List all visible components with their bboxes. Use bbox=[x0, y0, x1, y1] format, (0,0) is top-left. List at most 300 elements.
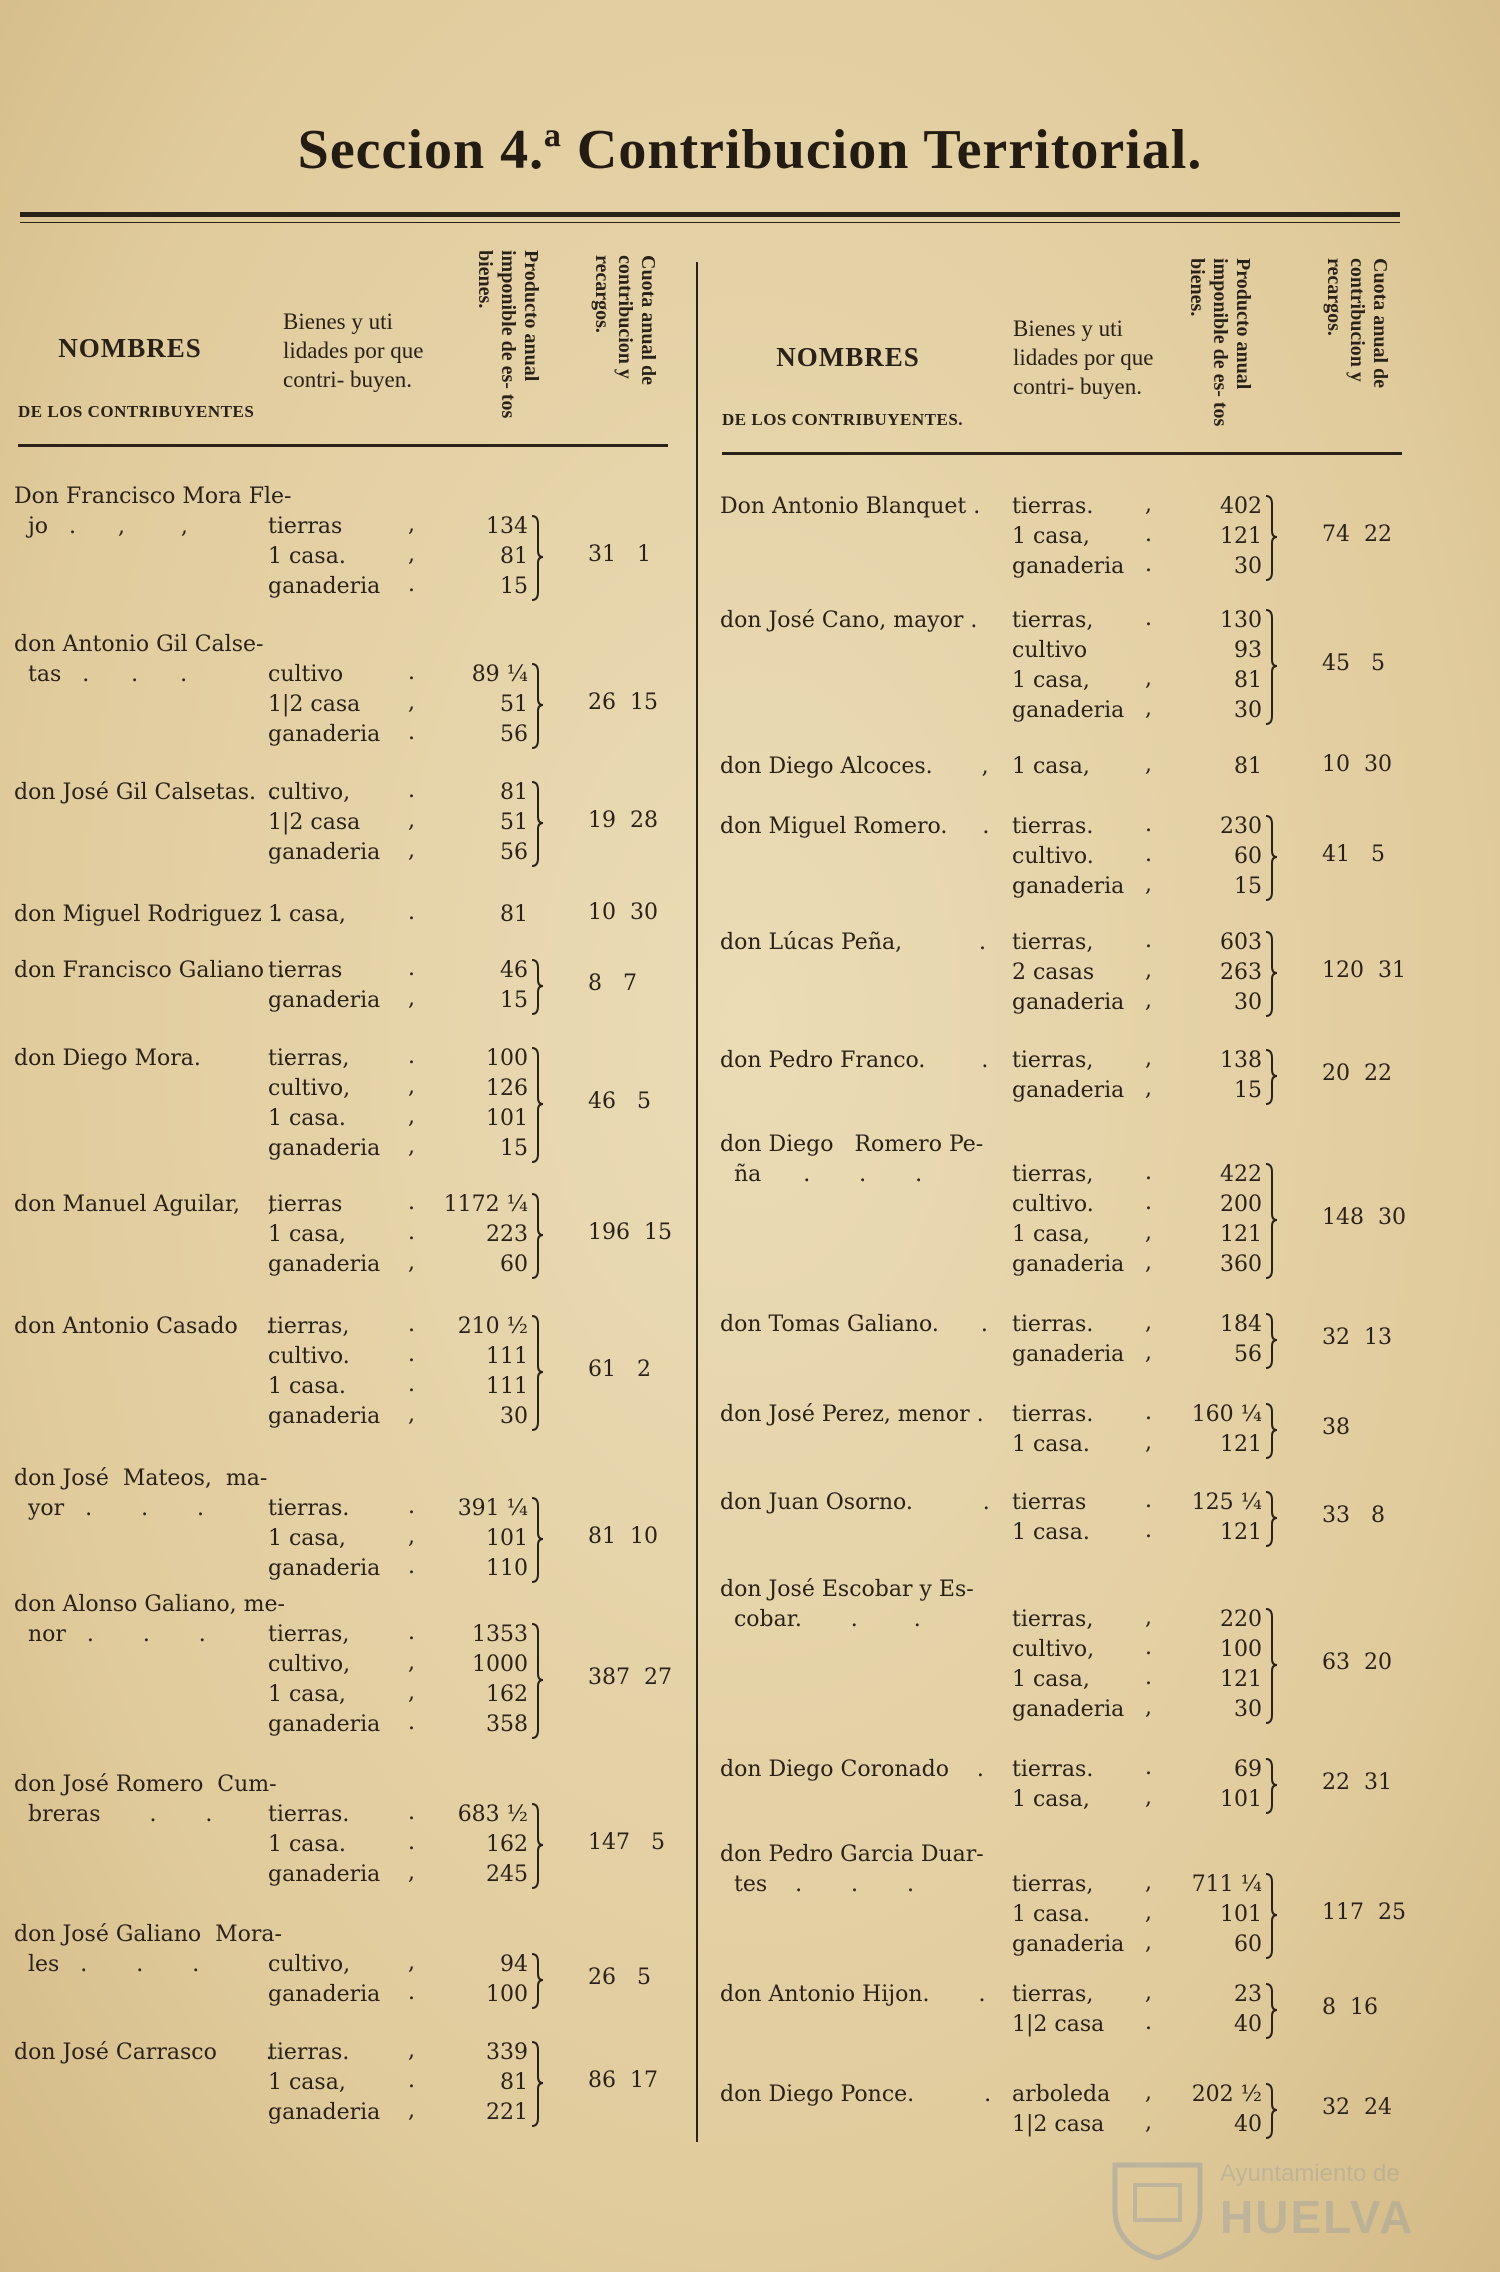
leader-mark: , bbox=[1145, 1250, 1152, 1275]
quota-value: 74 22 bbox=[1322, 522, 1392, 547]
product-value: 15 bbox=[500, 574, 528, 599]
product-value: 134 bbox=[486, 514, 528, 539]
asset-item: cultivo, bbox=[268, 1076, 351, 1101]
asset-item: ganaderia bbox=[1012, 1697, 1125, 1722]
leader-mark: . bbox=[408, 572, 415, 597]
product-value: 40 bbox=[1234, 2012, 1262, 2037]
quota-value: 26 15 bbox=[588, 690, 658, 715]
asset-item: tierras. bbox=[1012, 494, 1094, 519]
crest-icon bbox=[1105, 2150, 1210, 2260]
quota-value: 33 8 bbox=[1322, 1503, 1385, 1528]
asset-item: tierras bbox=[1012, 1490, 1087, 1515]
leader-mark: . bbox=[1145, 606, 1152, 631]
asset-item: 1 casa, bbox=[1012, 668, 1090, 693]
leader-mark: , bbox=[1145, 1980, 1152, 2005]
contributor-name: don Diego Romero Pe- ña . . . bbox=[720, 1132, 984, 1187]
quota-value: 63 20 bbox=[1322, 1650, 1392, 1675]
leader-mark: . bbox=[408, 1830, 415, 1855]
asset-item: tierras, bbox=[268, 1314, 350, 1339]
product-value: 23 bbox=[1234, 1982, 1262, 2007]
quota-value: 32 13 bbox=[1322, 1325, 1392, 1350]
brace-icon bbox=[1264, 1982, 1278, 2042]
title-rule-thin bbox=[20, 222, 1400, 223]
product-value: 121 bbox=[1220, 1432, 1262, 1457]
brace-icon bbox=[1264, 1607, 1278, 1727]
quota-value: 10 30 bbox=[1322, 752, 1392, 777]
watermark-line1: Ayuntamiento de bbox=[1220, 2160, 1400, 2187]
leader-mark: , bbox=[1145, 1340, 1152, 1365]
product-value: 100 bbox=[1220, 1637, 1262, 1662]
leader-mark: . bbox=[408, 1620, 415, 1645]
product-value: 200 bbox=[1220, 1192, 1262, 1217]
leader-mark: , bbox=[408, 1860, 415, 1885]
leader-mark: , bbox=[1145, 872, 1152, 897]
leader-mark: , bbox=[408, 1402, 415, 1427]
quota-value: 147 5 bbox=[588, 1830, 665, 1855]
leader-mark: . bbox=[408, 1800, 415, 1825]
leader-mark: , bbox=[408, 1250, 415, 1275]
asset-item: ganaderia bbox=[268, 988, 381, 1013]
product-value: 89 ¼ bbox=[471, 662, 528, 687]
leader-mark: . bbox=[408, 1312, 415, 1337]
column-divider bbox=[696, 262, 698, 2142]
asset-item: tierras bbox=[268, 514, 343, 539]
product-value: 81 bbox=[1234, 668, 1262, 693]
asset-item: 1|2 casa bbox=[1012, 2012, 1105, 2037]
leader-mark: , bbox=[408, 838, 415, 863]
brace-icon bbox=[1264, 930, 1278, 1020]
asset-item: tierras, bbox=[1012, 608, 1094, 633]
asset-item: ganaderia bbox=[268, 1136, 381, 1161]
brace-icon bbox=[1264, 1162, 1278, 1282]
leader-mark: , bbox=[408, 1074, 415, 1099]
product-value: 223 bbox=[486, 1222, 528, 1247]
asset-item: 1 casa, bbox=[268, 2070, 346, 2095]
product-value: 56 bbox=[1234, 1342, 1262, 1367]
asset-item: tierras. bbox=[268, 1496, 350, 1521]
asset-item: 1 casa. bbox=[268, 1374, 346, 1399]
quota-value: 20 22 bbox=[1322, 1061, 1392, 1086]
contributor-name: don José Carrasco . bbox=[14, 2040, 273, 2065]
product-value: 51 bbox=[500, 692, 528, 717]
product-value: 60 bbox=[1234, 844, 1262, 869]
leader-mark: . bbox=[1145, 552, 1152, 577]
product-value: 422 bbox=[1220, 1162, 1262, 1187]
quota-value: 148 30 bbox=[1322, 1205, 1406, 1230]
header-rule-left bbox=[18, 444, 668, 447]
asset-item: tierras. bbox=[1012, 1402, 1094, 1427]
product-value: 202 ½ bbox=[1191, 2082, 1262, 2107]
product-value: 402 bbox=[1220, 494, 1262, 519]
product-value: 46 bbox=[500, 958, 528, 983]
brace-icon bbox=[530, 662, 544, 752]
product-value: 60 bbox=[1234, 1932, 1262, 1957]
asset-item: ganaderia bbox=[1012, 554, 1125, 579]
product-value: 30 bbox=[500, 1404, 528, 1429]
asset-item: 1 casa. bbox=[268, 1106, 346, 1131]
quota-value: 61 2 bbox=[588, 1357, 651, 1382]
contributor-name: don Miguel Rodriguez . bbox=[14, 902, 283, 927]
asset-item: 1 casa. bbox=[1012, 1902, 1090, 1927]
asset-item: ganaderia bbox=[268, 1252, 381, 1277]
brace-icon bbox=[530, 514, 544, 604]
product-value: 221 bbox=[486, 2100, 528, 2125]
asset-item: 1 casa, bbox=[1012, 1222, 1090, 1247]
quota-value: 31 1 bbox=[588, 542, 651, 567]
contributor-name: don Francisco Galiano . bbox=[14, 958, 286, 983]
product-value: 121 bbox=[1220, 1520, 1262, 1545]
product-value: 101 bbox=[1220, 1902, 1262, 1927]
contributor-name: don José Gil Calsetas. . bbox=[14, 780, 278, 805]
product-value: 184 bbox=[1220, 1312, 1262, 1337]
leader-mark: . bbox=[1145, 1665, 1152, 1690]
asset-item: ganaderia bbox=[1012, 698, 1125, 723]
contributor-name: don Juan Osorno. . bbox=[720, 1490, 990, 1515]
asset-item: 1 casa. bbox=[268, 1832, 346, 1857]
product-value: 358 bbox=[486, 1712, 528, 1737]
product-value: 30 bbox=[1234, 698, 1262, 723]
asset-item: 1|2 casa bbox=[268, 692, 361, 717]
product-value: 162 bbox=[486, 1682, 528, 1707]
product-value: 711 ¼ bbox=[1191, 1872, 1262, 1897]
quota-value: 8 16 bbox=[1322, 1995, 1378, 2020]
asset-item: ganaderia bbox=[1012, 1342, 1125, 1367]
leader-mark: , bbox=[1145, 1430, 1152, 1455]
product-value: 81 bbox=[500, 544, 528, 569]
asset-item: tierras. bbox=[1012, 1757, 1094, 1782]
contributor-name: don Lúcas Peña, . bbox=[720, 930, 987, 955]
asset-item: ganaderia bbox=[268, 1404, 381, 1429]
product-value: 110 bbox=[486, 1556, 528, 1581]
product-value: 160 ¼ bbox=[1191, 1402, 1262, 1427]
brace-icon bbox=[1264, 494, 1278, 584]
leader-mark: . bbox=[1145, 1160, 1152, 1185]
product-value: 69 bbox=[1234, 1757, 1262, 1782]
asset-item: ganaderia bbox=[268, 1712, 381, 1737]
leader-mark: , bbox=[1145, 1605, 1152, 1630]
contributor-name: don José Escobar y Es- cobar. . . bbox=[720, 1577, 974, 1632]
header-contributors-left: DE LOS CONTRIBUYENTES bbox=[18, 402, 255, 421]
product-value: 121 bbox=[1220, 1222, 1262, 1247]
leader-mark: . bbox=[408, 1190, 415, 1215]
product-value: 121 bbox=[1220, 524, 1262, 549]
product-value: 100 bbox=[486, 1982, 528, 2007]
product-value: 101 bbox=[486, 1106, 528, 1131]
leader-mark: . bbox=[1145, 1190, 1152, 1215]
contributor-name: don Antonio Gil Calse- tas . . . bbox=[14, 632, 264, 687]
contributor-name: don Pedro Garcia Duar- tes . . . bbox=[720, 1842, 984, 1897]
header-goods-right: Bienes y uti lidades por que contri- buyen. bbox=[1013, 316, 1154, 399]
leader-mark: , bbox=[1145, 958, 1152, 983]
product-value: 111 bbox=[486, 1374, 528, 1399]
leader-mark: . bbox=[1145, 1518, 1152, 1543]
contributor-name: don Diego Alcoces. , bbox=[720, 754, 989, 779]
leader-mark: . bbox=[408, 1372, 415, 1397]
leader-mark: . bbox=[408, 1554, 415, 1579]
brace-icon bbox=[530, 1622, 544, 1742]
contributor-name: Don Antonio Blanquet . bbox=[720, 494, 981, 519]
asset-item: cultivo. bbox=[268, 1344, 350, 1369]
contributor-name: don Alonso Galiano, me- nor . . . bbox=[14, 1592, 285, 1647]
asset-item: tierras. bbox=[1012, 814, 1094, 839]
contributor-name: don Pedro Franco. . bbox=[720, 1048, 989, 1073]
leader-mark: . bbox=[408, 1980, 415, 2005]
leader-mark: , bbox=[1145, 2110, 1152, 2135]
header-names-right: NOMBRES bbox=[776, 342, 920, 372]
watermark-line2: HUELVA bbox=[1220, 2191, 1415, 2243]
asset-item: 1 casa. bbox=[1012, 1520, 1090, 1545]
asset-item: tierras, bbox=[1012, 1607, 1094, 1632]
leader-mark: , bbox=[1145, 2080, 1152, 2105]
brace-icon bbox=[1264, 1757, 1278, 1817]
product-value: 100 bbox=[486, 1046, 528, 1071]
leader-mark: , bbox=[408, 542, 415, 567]
asset-item: cultivo bbox=[1012, 638, 1088, 663]
asset-item: cultivo. bbox=[1012, 1192, 1094, 1217]
product-value: 126 bbox=[486, 1076, 528, 1101]
product-value: 1353 bbox=[472, 1622, 528, 1647]
asset-item: cultivo bbox=[268, 662, 344, 687]
leader-mark: , bbox=[1145, 1220, 1152, 1245]
quota-value: 26 5 bbox=[588, 1965, 651, 1990]
leader-mark: , bbox=[408, 2038, 415, 2063]
leader-mark: , bbox=[1145, 1785, 1152, 1810]
product-value: 220 bbox=[1220, 1607, 1262, 1632]
leader-mark: , bbox=[408, 986, 415, 1011]
asset-item: ganaderia bbox=[268, 1982, 381, 2007]
leader-mark: , bbox=[408, 2098, 415, 2123]
leader-mark: , bbox=[408, 1680, 415, 1705]
quota-value: 32 24 bbox=[1322, 2095, 1392, 2120]
brace-icon bbox=[1264, 1048, 1278, 1108]
asset-item: ganaderia bbox=[1012, 990, 1125, 1015]
product-value: 15 bbox=[500, 988, 528, 1013]
page-title: Seccion 4.ª Contribucion Territorial. bbox=[297, 119, 1203, 181]
product-value: 30 bbox=[1234, 1697, 1262, 1722]
leader-mark: . bbox=[1145, 1400, 1152, 1425]
product-value: 15 bbox=[1234, 1078, 1262, 1103]
quota-value: 38 bbox=[1322, 1415, 1350, 1440]
quota-value: 22 31 bbox=[1322, 1770, 1392, 1795]
asset-item: ganaderia bbox=[268, 1556, 381, 1581]
brace-icon bbox=[1264, 1402, 1278, 1462]
header-rule-right bbox=[722, 452, 1402, 455]
leader-mark: . bbox=[408, 956, 415, 981]
leader-mark: . bbox=[408, 2068, 415, 2093]
product-value: 101 bbox=[1220, 1787, 1262, 1812]
header-names-left: NOMBRES bbox=[58, 333, 202, 363]
leader-mark: , bbox=[1145, 1046, 1152, 1071]
asset-item: cultivo. bbox=[1012, 844, 1094, 869]
asset-item: ganaderia bbox=[268, 1862, 381, 1887]
asset-item: tierras. bbox=[268, 2040, 350, 2065]
quota-value: 196 15 bbox=[588, 1220, 672, 1245]
asset-item: 1 casa, bbox=[1012, 524, 1090, 549]
asset-item: 1 casa. bbox=[1012, 1432, 1090, 1457]
leader-mark: , bbox=[408, 1134, 415, 1159]
asset-item: tierras bbox=[268, 958, 343, 983]
contributor-name: don Diego Coronado . bbox=[720, 1757, 984, 1782]
asset-item: 1 casa, bbox=[268, 1222, 346, 1247]
leader-mark: , bbox=[1145, 1900, 1152, 1925]
header-goods-left: Bienes y uti lidades por que contri- buyen. bbox=[283, 309, 424, 392]
leader-mark: . bbox=[408, 720, 415, 745]
product-value: 94 bbox=[500, 1952, 528, 1977]
brace-icon bbox=[530, 1046, 544, 1166]
asset-item: 1 casa, bbox=[268, 902, 346, 927]
asset-item: cultivo, bbox=[268, 1952, 351, 1977]
leader-mark: . bbox=[1145, 928, 1152, 953]
product-value: 111 bbox=[486, 1344, 528, 1369]
leader-mark: . bbox=[408, 660, 415, 685]
product-value: 56 bbox=[500, 840, 528, 865]
asset-item: tierras, bbox=[1012, 1048, 1094, 1073]
header-contributors-right: DE LOS CONTRIBUYENTES. bbox=[722, 410, 964, 429]
product-value: 339 bbox=[486, 2040, 528, 2065]
leader-mark: , bbox=[408, 1950, 415, 1975]
brace-icon bbox=[530, 1192, 544, 1282]
contributor-name: don Miguel Romero. . bbox=[720, 814, 990, 839]
product-value: 81 bbox=[500, 2070, 528, 2095]
asset-item: 1 casa, bbox=[1012, 754, 1090, 779]
contributor-name: don José Perez, menor . bbox=[720, 1402, 984, 1427]
brace-icon bbox=[1264, 1312, 1278, 1372]
product-value: 81 bbox=[1234, 754, 1262, 779]
header-product-left: Producto anual imponible de es- tos bienes. bbox=[474, 250, 542, 419]
contributor-name: don Antonio Hijon. . bbox=[720, 1982, 986, 2007]
asset-item: tierras. bbox=[1012, 1312, 1094, 1337]
asset-item: tierras, bbox=[268, 1622, 350, 1647]
asset-item: ganaderia bbox=[268, 574, 381, 599]
asset-item: ganaderia bbox=[1012, 1078, 1125, 1103]
title-rule bbox=[20, 212, 1400, 217]
product-value: 245 bbox=[486, 1862, 528, 1887]
product-value: 138 bbox=[1220, 1048, 1262, 1073]
asset-item: tierras, bbox=[1012, 1982, 1094, 2007]
brace-icon bbox=[530, 2040, 544, 2130]
quota-value: 117 25 bbox=[1322, 1900, 1406, 1925]
contributor-name: don Diego Ponce. . bbox=[720, 2082, 992, 2107]
brace-icon bbox=[530, 1952, 544, 2012]
contributor-name: don Diego Mora. . bbox=[14, 1046, 292, 1071]
asset-item: ganaderia bbox=[1012, 874, 1125, 899]
product-value: 93 bbox=[1234, 638, 1262, 663]
header-quota-left: Cuota anual de contribucion y recargos. bbox=[591, 255, 659, 386]
product-value: 56 bbox=[500, 722, 528, 747]
leader-mark: . bbox=[1145, 1755, 1152, 1780]
asset-item: tierras. bbox=[268, 1802, 350, 1827]
quota-value: 41 5 bbox=[1322, 842, 1385, 867]
brace-icon bbox=[530, 958, 544, 1018]
brace-icon bbox=[1264, 1490, 1278, 1550]
leader-mark: . bbox=[1145, 812, 1152, 837]
brace-icon bbox=[530, 1314, 544, 1434]
quota-value: 86 17 bbox=[588, 2068, 658, 2093]
contributor-name: Don Francisco Mora Fle- jo . , , bbox=[14, 484, 292, 539]
leader-mark: , bbox=[1145, 696, 1152, 721]
leader-mark: . bbox=[408, 1342, 415, 1367]
asset-item: 1 casa, bbox=[268, 1526, 346, 1551]
asset-item: tierras, bbox=[1012, 930, 1094, 955]
leader-mark: , bbox=[1145, 1310, 1152, 1335]
product-value: 210 ½ bbox=[457, 1314, 528, 1339]
watermark bbox=[1105, 2150, 1435, 2260]
leader-mark: , bbox=[408, 512, 415, 537]
leader-mark: . bbox=[1145, 1635, 1152, 1660]
asset-item: 1 casa, bbox=[268, 1682, 346, 1707]
leader-mark: , bbox=[1145, 1695, 1152, 1720]
product-value: 15 bbox=[1234, 874, 1262, 899]
leader-mark: , bbox=[1145, 1076, 1152, 1101]
asset-item: cultivo, bbox=[1012, 1637, 1095, 1662]
asset-item: arboleda bbox=[1012, 2082, 1111, 2107]
header-product-right: Producto anual imponible de es- tos bienes. bbox=[1186, 258, 1254, 427]
contributor-name: don Manuel Aguilar, , bbox=[14, 1192, 275, 1217]
contributor-name: don José Cano, mayor . bbox=[720, 608, 978, 633]
brace-icon bbox=[530, 1496, 544, 1586]
product-value: 40 bbox=[1234, 2112, 1262, 2137]
asset-item: tierras bbox=[268, 1192, 343, 1217]
product-value: 81 bbox=[500, 902, 528, 927]
product-value: 30 bbox=[1234, 990, 1262, 1015]
leader-mark: . bbox=[1145, 842, 1152, 867]
quota-value: 19 28 bbox=[588, 808, 658, 833]
leader-mark: . bbox=[408, 900, 415, 925]
asset-item: 1|2 casa bbox=[268, 810, 361, 835]
leader-mark: . bbox=[408, 1220, 415, 1245]
leader-mark: . bbox=[1145, 1488, 1152, 1513]
leader-mark: , bbox=[408, 1524, 415, 1549]
leader-mark: , bbox=[1145, 492, 1152, 517]
quota-value: 45 5 bbox=[1322, 651, 1385, 676]
leader-mark: . bbox=[1145, 522, 1152, 547]
leader-mark: . bbox=[408, 1494, 415, 1519]
asset-item: tierras, bbox=[1012, 1872, 1094, 1897]
asset-item: 2 casas bbox=[1012, 960, 1095, 985]
leader-mark: , bbox=[408, 690, 415, 715]
asset-item: 1 casa, bbox=[1012, 1667, 1090, 1692]
product-value: 51 bbox=[500, 810, 528, 835]
product-value: 121 bbox=[1220, 1667, 1262, 1692]
brace-icon bbox=[1264, 1872, 1278, 1962]
leader-mark: , bbox=[1145, 666, 1152, 691]
asset-item: 1 casa. bbox=[268, 544, 346, 569]
leader-mark: , bbox=[1145, 988, 1152, 1013]
asset-item: ganaderia bbox=[268, 722, 381, 747]
product-value: 30 bbox=[1234, 554, 1262, 579]
product-value: 125 ¼ bbox=[1191, 1490, 1262, 1515]
product-value: 360 bbox=[1220, 1252, 1262, 1277]
quota-value: 387 27 bbox=[588, 1665, 672, 1690]
product-value: 603 bbox=[1220, 930, 1262, 955]
product-value: 81 bbox=[500, 780, 528, 805]
product-value: 130 bbox=[1220, 608, 1262, 633]
contributor-name: don Antonio Casado . bbox=[14, 1314, 273, 1339]
header-quota-right: Cuota anual de contribucion y recargos. bbox=[1323, 258, 1391, 389]
brace-icon bbox=[1264, 608, 1278, 728]
quota-value: 8 7 bbox=[588, 971, 637, 996]
leader-mark: , bbox=[1145, 1930, 1152, 1955]
leader-mark: , bbox=[408, 808, 415, 833]
leader-mark: . bbox=[408, 1044, 415, 1069]
product-value: 1172 ¼ bbox=[443, 1192, 528, 1217]
product-value: 60 bbox=[500, 1252, 528, 1277]
asset-item: ganaderia bbox=[1012, 1252, 1125, 1277]
contributor-name: don José Romero Cum- breras . . bbox=[14, 1772, 277, 1827]
leader-mark: . bbox=[1145, 2010, 1152, 2035]
quota-value: 120 31 bbox=[1322, 958, 1406, 983]
asset-item: tierras, bbox=[268, 1046, 350, 1071]
